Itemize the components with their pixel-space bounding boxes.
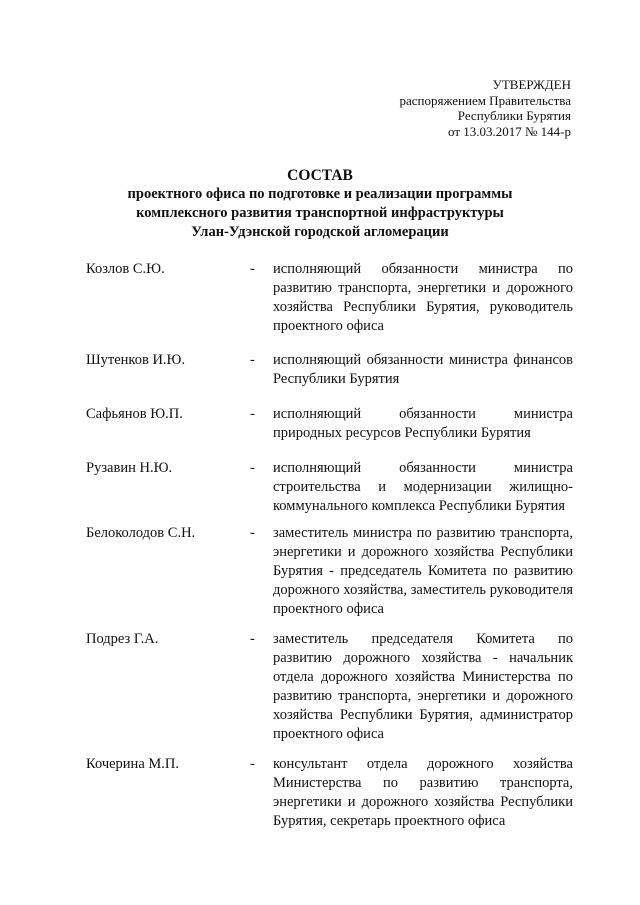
- member-role: исполняющий обязанности министра по развитию транспорта, энергетики и дорожного хозяйства Республики Бурятия, руководитель проектного офиса: [273, 261, 573, 334]
- member-dash: -: [250, 756, 255, 772]
- member-name: Рузавин Н.Ю.: [86, 460, 173, 476]
- member-role: исполняющий обязанности министра финансов Республики Бурятия: [273, 352, 573, 387]
- member-dash: -: [250, 631, 255, 647]
- member-role: исполняющий обязанности министра природных ресурсов Республики Бурятия: [273, 406, 573, 441]
- title-line-2: комплексного развития транспортной инфраструктуры: [136, 205, 504, 221]
- member-role: исполняющий обязанности министра строительства и модернизации жилищно-коммунального комплекса Республики Бурятия: [273, 460, 573, 514]
- title-line-3: Улан-Удэнской городской агломерации: [191, 224, 449, 240]
- member-dash: -: [250, 525, 255, 541]
- member-name: Козлов С.Ю.: [86, 261, 165, 277]
- approval-date-number: от 13.03.2017 № 144-р: [448, 123, 571, 139]
- approval-stamp: [331, 77, 571, 139]
- document-title: [0, 166, 640, 242]
- member-name: Шутенков И.Ю.: [86, 352, 186, 368]
- member-name: Сафьянов Ю.П.: [86, 406, 183, 422]
- title-heading: СОСТАВ: [287, 167, 353, 184]
- approval-republic: Республики Бурятия: [457, 108, 571, 123]
- member-dash: -: [250, 460, 255, 476]
- member-role: заместитель министра по развитию транспорта, энергетики и дорожного хозяйства Республики Бурятия - председатель Комитета по развитию дорожного хозяйства, заместитель руководителя проектного офиса: [273, 525, 573, 617]
- approval-status: УТВЕРЖДЕН: [492, 77, 571, 92]
- member-name: Белоколодов С.Н.: [86, 525, 196, 541]
- title-line-1: проектного офиса по подготовке и реализации программы: [127, 186, 513, 202]
- member-dash: -: [250, 352, 255, 368]
- member-role: консультант отдела дорожного хозяйства Министерства по развитию транспорта, энергетики и дорожного хозяйства Республики Бурятия, секретарь проектного офиса: [273, 756, 573, 829]
- member-name: Кочерина М.П.: [86, 756, 179, 772]
- member-dash: -: [250, 406, 255, 422]
- member-dash: -: [250, 261, 255, 277]
- member-name: Подрез Г.А.: [86, 631, 159, 647]
- member-role: заместитель председателя Комитета по развитию дорожного хозяйства - начальник отдела дорожного хозяйства Министерства по развитию транспорта, энергетики и дорожного хозяйства Республики Бурятия, администратор проектного офиса: [273, 631, 573, 742]
- approval-authority: распоряжением Правительства: [399, 92, 571, 108]
